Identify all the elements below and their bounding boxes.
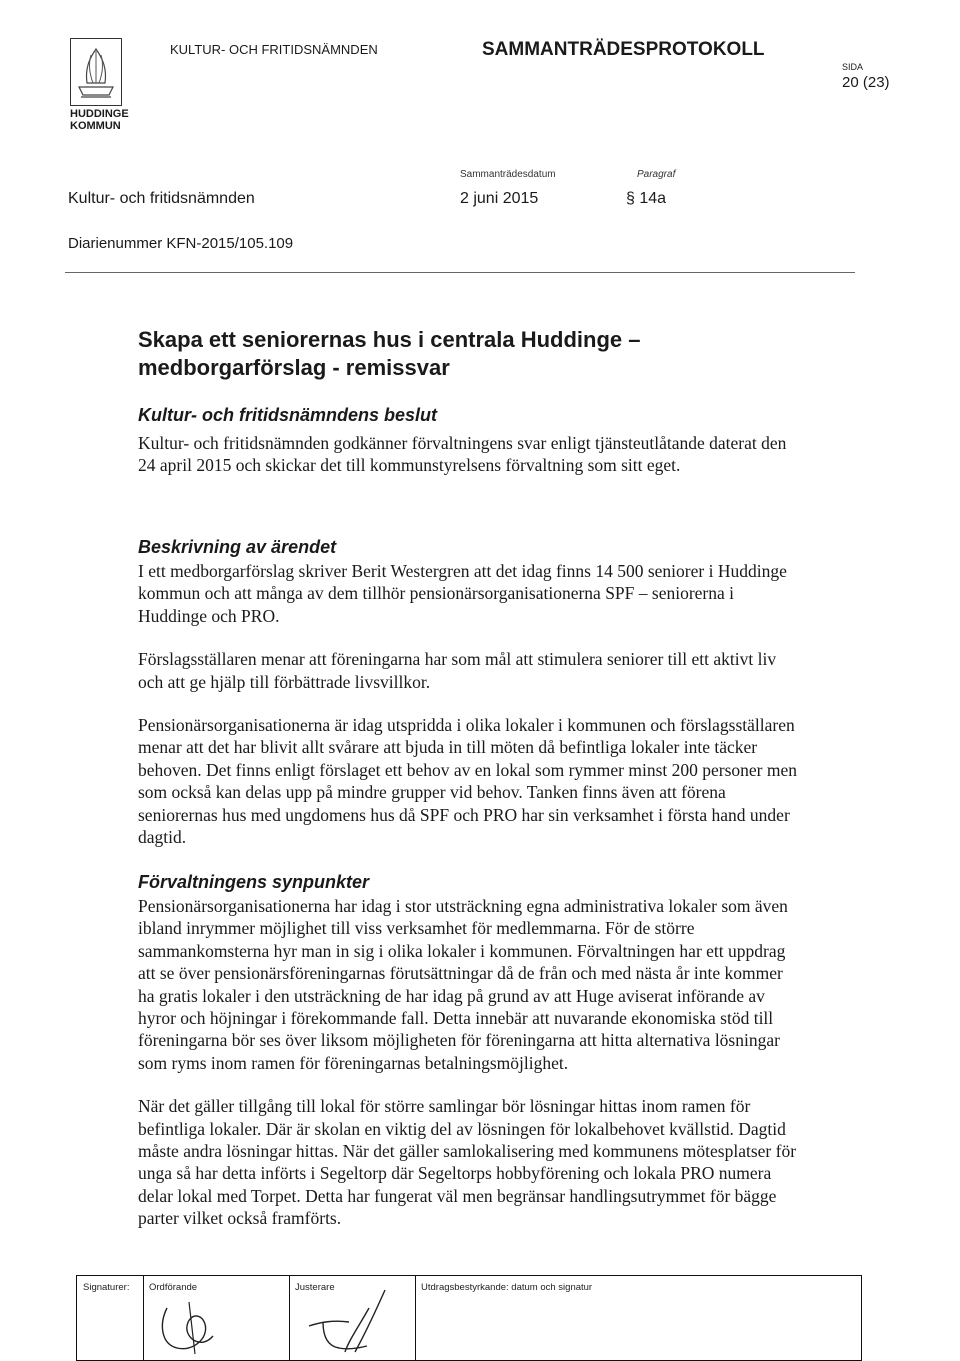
admin-paragraph: När det gäller tillgång till lokal för större samlingar bör lösningar hittas inom ramen för befintliga lokaler. Där är skolan en viktig del av lösningen för lokalbehovet kvällstid. Dagtid måste andra lösningar hittas. När det gäller samlokalisering med kommunens mötesplatser för unga så har detta införts i Segeltorp där Segeltorps hobbyförening och lokala PRO numera delar lokal med Torpet. Detta har fungerat väl men begränsar handlingsutrymmet för bägge parter vilket också framförts. <box>138 1096 797 1229</box>
protocol-title: SAMMANTRÄDESPROTOKOLL <box>482 39 765 60</box>
admin-paragraph: Pensionärsorganisationerna har idag i stor utsträckning egna administrativa lokaler som även ibland inrymmer möjlighet till viss verksamhet för medlemmarna. För de större sammankomsterna hyr man in sig i olika lokaler i kommunen. Förvaltningen har ett uppdrag att se över pensionärsföreningarnas förutsättningar då de från och med nästa år inte kommer ha gratis lokaler i den utsträckning de har idag på grund av att Huge aviserat införande av hyror och höjningar i förekommande fall. Detta innebär att nuvarande ekonomiska stöd till föreningarna bör ses över liksom möjligheten för föreningarna att hitta alternativa lösningar som ryms inom ramen för föreningarnas betalningsmöjlighet. <box>138 896 788 1073</box>
chair-label: Ordförande <box>149 1282 198 1293</box>
page-label: SIDA <box>842 62 864 72</box>
decision-heading: Kultur- och fritidsnämndens beslut <box>138 405 438 425</box>
description-paragraph: Förslagsställaren menar att föreningarna har som mål att stimulera seniorer till ett aktivt liv och att ge hjälp till förbättrade livsvillkor. <box>138 649 777 692</box>
adjuster-signature-icon <box>289 1286 429 1358</box>
signatures-label: Signaturer: <box>83 1282 130 1293</box>
coat-of-arms-icon <box>71 39 121 105</box>
description-heading: Beskrivning av ärendet <box>138 537 337 557</box>
admin-heading: Förvaltningens synpunkter <box>138 872 370 892</box>
description-section <box>138 537 803 848</box>
signature-box <box>76 1275 862 1361</box>
admin-section <box>138 872 803 1230</box>
decision-section <box>138 405 803 477</box>
adjuster-label: Justerare <box>295 1282 335 1293</box>
description-paragraph: I ett medborgarförslag skriver Berit Westergren att det idag finns 14 500 seniorer i Huddinge kommun och att många av dem tillhör pensionärsorganisationerna SPF – seniorerna i Huddinge och PRO. <box>138 561 787 626</box>
header-divider <box>65 272 855 273</box>
municipality-logo <box>70 38 122 106</box>
meeting-date: 2 juni 2015 <box>460 190 539 207</box>
meeting-date-label: Sammanträdesdatum <box>460 169 556 180</box>
committee-header: KULTUR- OCH FRITIDSNÄMNDEN <box>170 42 378 57</box>
diary-number: Diarienummer KFN-2015/105.109 <box>68 235 294 252</box>
extract-certification-label: Utdragsbestyrkande: datum och signatur <box>421 1282 593 1293</box>
municipality-name: HUDDINGE KOMMUN <box>70 108 129 132</box>
page-number: 20 (23) <box>842 74 890 91</box>
paragraph-number: § 14a <box>626 190 667 207</box>
paragraph-label: Paragraf <box>637 169 676 180</box>
committee-name: Kultur- och fritidsnämnden <box>68 190 255 207</box>
chair-signature-icon <box>149 1294 279 1356</box>
signature-divider <box>143 1276 144 1360</box>
description-paragraph: Pensionärsorganisationerna är idag utspridda i olika lokaler i kommunen och förslagsställaren menar att det har blivit allt svårare att bjuda in till möten då befintliga lokaler inte täcker behoven. Det finns enligt förslaget ett behov av en lokal som rymmer minst 200 personer men som också kan delas upp på mindre grupper vid behov. Tanken finns även att förena seniorernas hus med ungdomens hus då SPF och PRO har sin verksamhet i första hand under dagtid. <box>138 715 798 848</box>
document-title: Skapa ett seniorernas hus i centrala Huddinge – medborgarförslag - remissvar <box>138 327 641 380</box>
decision-text: Kultur- och fritidsnämnden godkänner förvaltningens svar enligt tjänsteutlåtande daterat den 24 april 2015 och skickar det till kommunstyrelsens förvaltning som sitt eget. <box>138 433 787 476</box>
